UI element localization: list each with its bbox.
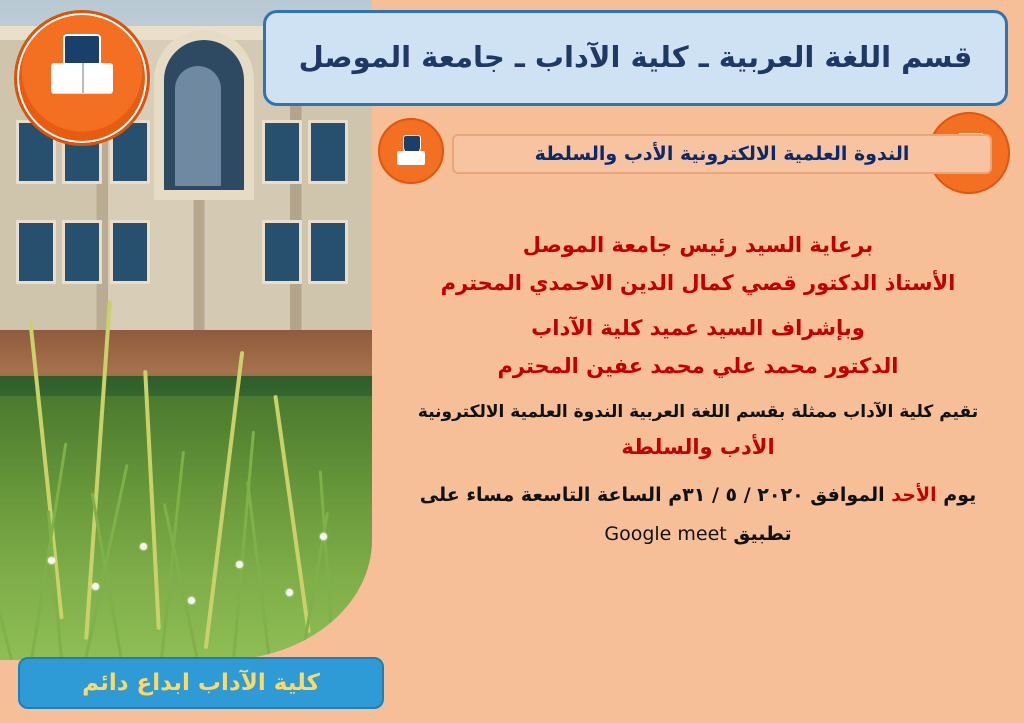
- photo-flower: [48, 557, 55, 564]
- photo-window: [308, 120, 348, 184]
- photo-flower: [236, 561, 243, 568]
- photo-window: [262, 120, 302, 184]
- photo-flower: [140, 543, 147, 550]
- photo-flower: [286, 589, 293, 596]
- department-logo-icon: [378, 118, 444, 184]
- photo-flower: [92, 583, 99, 590]
- poster-body: [392, 230, 1004, 554]
- patron-line-2: الأستاذ الدكتور قصي كمال الدين الاحمدي المحترم: [440, 270, 956, 295]
- event-platform: [392, 520, 1004, 549]
- department-logo-inner: [389, 129, 433, 173]
- seminar-subtitle-text: الندوة العلمية الالكترونية الأدب والسلطة: [534, 143, 910, 165]
- photo-flower: [320, 533, 327, 540]
- photo-window: [110, 220, 150, 284]
- university-logo-inner: [30, 26, 134, 130]
- seminar-title: الأدب والسلطة: [621, 434, 775, 459]
- page-title-text: قسم اللغة العربية ـ كلية الآداب ـ جامعة الموصل: [298, 40, 973, 75]
- open-book-icon: [51, 63, 113, 93]
- patron-line-1: برعاية السيد رئيس جامعة الموصل: [522, 233, 874, 257]
- photo-arch-inner: [175, 66, 221, 186]
- date-day: الأحد: [891, 484, 937, 506]
- footer-slogan-banner: [18, 657, 384, 709]
- university-logo-icon: [14, 10, 150, 146]
- seminar-subtitle-banner: [452, 134, 992, 174]
- date-rest: الموافق ٢٠٢٠ / ٥ / ٣١م الساعة التاسعة مساء على: [419, 484, 885, 506]
- platform-label: تطبيق: [733, 522, 792, 545]
- event-datetime: [392, 481, 1004, 510]
- page-title: [263, 10, 1008, 106]
- supervisor-line-2: الدكتور محمد علي محمد عفين المحترم: [497, 353, 899, 378]
- photo-window: [308, 220, 348, 284]
- supervisor-line-1: وبإشراف السيد عميد كلية الآداب: [531, 316, 865, 340]
- footer-slogan-text: كلية الآداب ابداع دائم: [82, 670, 320, 696]
- platform-name: Google meet: [604, 522, 727, 545]
- photo-window: [16, 220, 56, 284]
- event-description: تقيم كلية الآداب ممثلة بقسم اللغة العربية الندوة العلمية الالكترونية: [417, 402, 979, 422]
- date-prefix: يوم: [943, 484, 977, 506]
- photo-window: [262, 220, 302, 284]
- photo-window: [62, 220, 102, 284]
- photo-flower: [188, 597, 195, 604]
